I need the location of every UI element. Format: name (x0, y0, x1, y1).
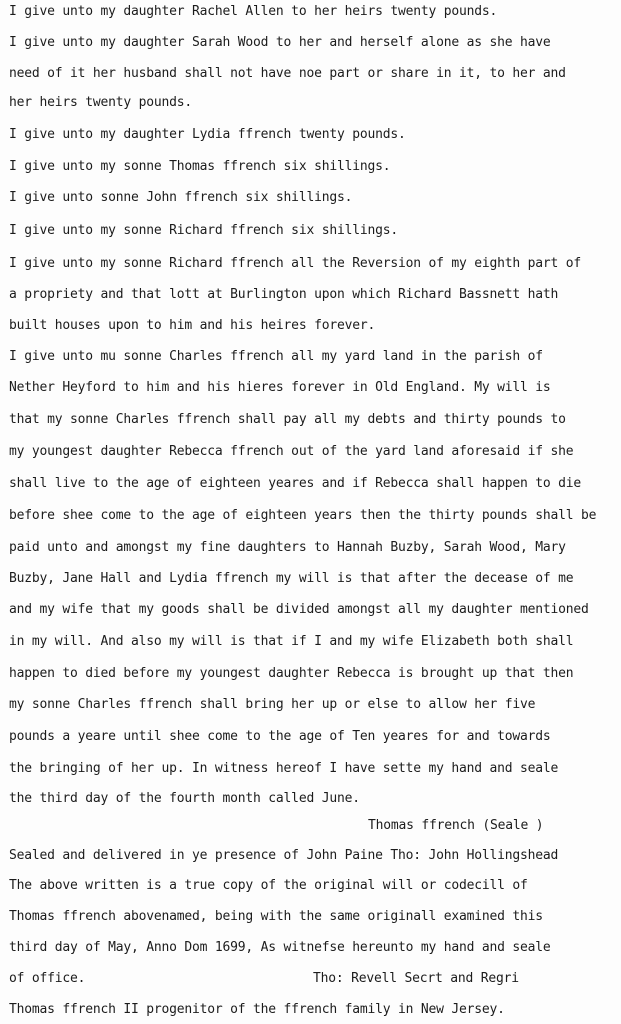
text-line-1: I give unto my daughter Rachel Allen to her heirs twenty pounds. (9, 4, 498, 19)
text-line-2: I give unto my daughter Sarah Wood to her and herself alone as she have (9, 35, 551, 50)
text-line-10: a propriety and that lott at Burlington upon which Richard Bassnett hath (9, 287, 559, 302)
text-line-9: I give unto my sonne Richard ffrench all the Reversion of my eighth part of (9, 256, 581, 271)
text-line-30: Thomas ffrench abovenamed, being with the same originall examined this (9, 909, 543, 924)
signature-line: Thomas ffrench (Seale ) (368, 818, 544, 833)
text-line-18: paid unto and amongst my fine daughters to Hannah Buzby, Sarah Wood, Mary (9, 540, 566, 555)
text-line-34: Thomas ffrench II progenitor of the ffrench family in New Jersey. (9, 1002, 505, 1017)
text-line-21: in my will. And also my will is that if I and my wife Elizabeth both shall (9, 634, 574, 649)
text-line-8: I give unto my sonne Richard ffrench six shillings. (9, 223, 398, 238)
text-line-25: the bringing of her up. In witness hereof I have sette my hand and seale (9, 761, 559, 776)
text-line-19: Buzby, Jane Hall and Lydia ffrench my will is that after the decease of me (9, 571, 574, 586)
text-line-28: Sealed and delivered in ye presence of John Paine Tho: John Hollingshead (9, 848, 559, 863)
text-line-6: I give unto my sonne Thomas ffrench six shillings. (9, 159, 391, 174)
text-line-14: that my sonne Charles ffrench shall pay all my debts and thirty pounds to (9, 412, 566, 427)
text-line-24: pounds a yeare until shee come to the age of Ten yeares for and towards (9, 729, 551, 744)
text-line-22: happen to died before my youngest daughter Rebecca is brought up that then (9, 666, 574, 681)
registrar-line: Tho: Revell Secrt and Regri (313, 971, 519, 986)
text-line-12: I give unto mu sonne Charles ffrench all my yard land in the parish of (9, 349, 543, 364)
text-line-3: need of it her husband shall not have noe part or share in it, to her and (9, 66, 566, 81)
text-line-4: her heirs twenty pounds. (9, 95, 193, 110)
text-line-16: shall live to the age of eighteen yeares and if Rebecca shall happen to die (9, 476, 581, 491)
text-line-23: my sonne Charles ffrench shall bring her up or else to allow her five (9, 697, 536, 712)
text-line-7: I give unto sonne John ffrench six shillings. (9, 190, 353, 205)
text-line-17: before shee come to the age of eighteen years then the thirty pounds shall be (9, 508, 597, 523)
text-line-13: Nether Heyford to him and his hieres forever in Old England. My will is (9, 380, 551, 395)
text-line-31: third day of May, Anno Dom 1699, As witnefse hereunto my hand and seale (9, 940, 551, 955)
text-line-20: and my wife that my goods shall be divided amongst all my daughter mentioned (9, 602, 589, 617)
text-line-29: The above written is a true copy of the original will or codecill of (9, 878, 528, 893)
text-line-15: my youngest daughter Rebecca ffrench out of the yard land aforesaid if she (9, 444, 574, 459)
text-line-32: of office. (9, 971, 86, 986)
text-line-5: I give unto my daughter Lydia ffrench twenty pounds. (9, 127, 406, 142)
text-line-11: built houses upon to him and his heires forever. (9, 318, 376, 333)
text-line-26: the third day of the fourth month called June. (9, 791, 360, 806)
